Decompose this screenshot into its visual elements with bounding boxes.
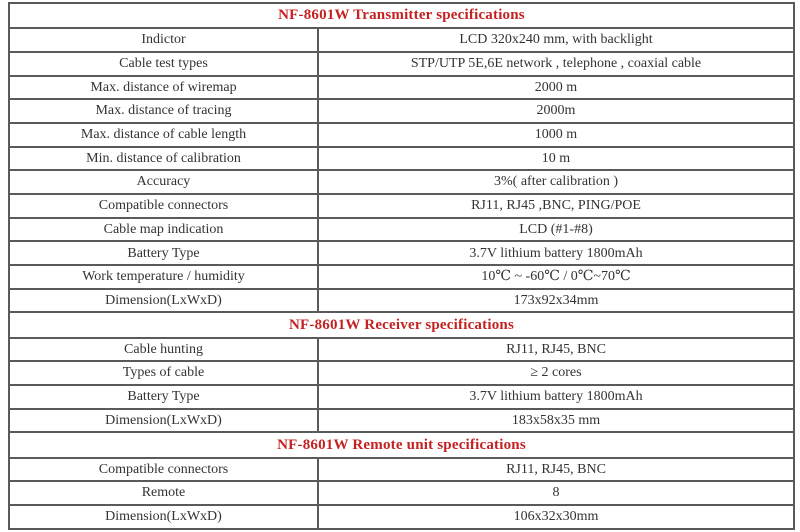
spec-value: 8 (318, 481, 794, 505)
table-row (9, 76, 794, 100)
spec-value: 173x92x34mm (318, 289, 794, 313)
section-title: NF-8601W Remote unit specifications (9, 432, 794, 457)
table-row (9, 338, 794, 362)
table-row (9, 218, 794, 242)
spec-label: Max. distance of tracing (9, 99, 318, 123)
spec-value: LCD 320x240 mm, with backlight (318, 28, 794, 52)
table-row (9, 241, 794, 265)
table-row (9, 99, 794, 123)
table-row (9, 361, 794, 385)
spec-value: STP/UTP 5E,6E network , telephone , coaxial cable (318, 52, 794, 76)
spec-value: 2000 m (318, 76, 794, 100)
spec-label: Battery Type (9, 241, 318, 265)
spec-value: LCD (#1-#8) (318, 218, 794, 242)
spec-value: 10 m (318, 147, 794, 171)
section-title: NF-8601W Transmitter specifications (9, 3, 794, 28)
spec-label: Max. distance of cable length (9, 123, 318, 147)
spec-value: 3%( after calibration ) (318, 170, 794, 194)
table-row (9, 385, 794, 409)
spec-value: RJ11, RJ45, BNC (318, 338, 794, 362)
spec-label: Battery Type (9, 385, 318, 409)
section-title: NF-8601W Receiver specifications (9, 312, 794, 337)
table-row (9, 147, 794, 171)
table-row (9, 123, 794, 147)
table-row (9, 458, 794, 482)
section-title-row (9, 312, 794, 337)
spec-label: Accuracy (9, 170, 318, 194)
section-title-row (9, 432, 794, 457)
spec-value: 1000 m (318, 123, 794, 147)
spec-label: Dimension(LxWxD) (9, 505, 318, 529)
spec-label: Compatible connectors (9, 458, 318, 482)
table-row (9, 52, 794, 76)
table-row (9, 409, 794, 433)
table-row (9, 265, 794, 289)
spec-label: Cable map indication (9, 218, 318, 242)
section-title-row (9, 3, 794, 28)
table-row (9, 289, 794, 313)
spec-label: Compatible connectors (9, 194, 318, 218)
spec-label: Remote (9, 481, 318, 505)
spec-value: RJ11, RJ45 ,BNC, PING/POE (318, 194, 794, 218)
spec-label: Types of cable (9, 361, 318, 385)
spec-table (8, 2, 795, 530)
spec-value: 10℃ ~ -60℃ / 0℃~70℃ (318, 265, 794, 289)
table-row (9, 170, 794, 194)
spec-value: 3.7V lithium battery 1800mAh (318, 385, 794, 409)
spec-value: ≥ 2 cores (318, 361, 794, 385)
spec-table-body (9, 3, 794, 529)
table-row (9, 28, 794, 52)
spec-value: 2000m (318, 99, 794, 123)
table-row (9, 505, 794, 529)
spec-value: 3.7V lithium battery 1800mAh (318, 241, 794, 265)
spec-label: Dimension(LxWxD) (9, 289, 318, 313)
spec-label: Indictor (9, 28, 318, 52)
spec-label: Max. distance of wiremap (9, 76, 318, 100)
spec-label: Cable test types (9, 52, 318, 76)
spec-label: Work temperature / humidity (9, 265, 318, 289)
spec-value: RJ11, RJ45, BNC (318, 458, 794, 482)
spec-value: 106x32x30mm (318, 505, 794, 529)
spec-value: 183x58x35 mm (318, 409, 794, 433)
table-row (9, 481, 794, 505)
table-row (9, 194, 794, 218)
spec-label: Min. distance of calibration (9, 147, 318, 171)
spec-label: Cable hunting (9, 338, 318, 362)
spec-sheet (8, 2, 795, 530)
spec-label: Dimension(LxWxD) (9, 409, 318, 433)
